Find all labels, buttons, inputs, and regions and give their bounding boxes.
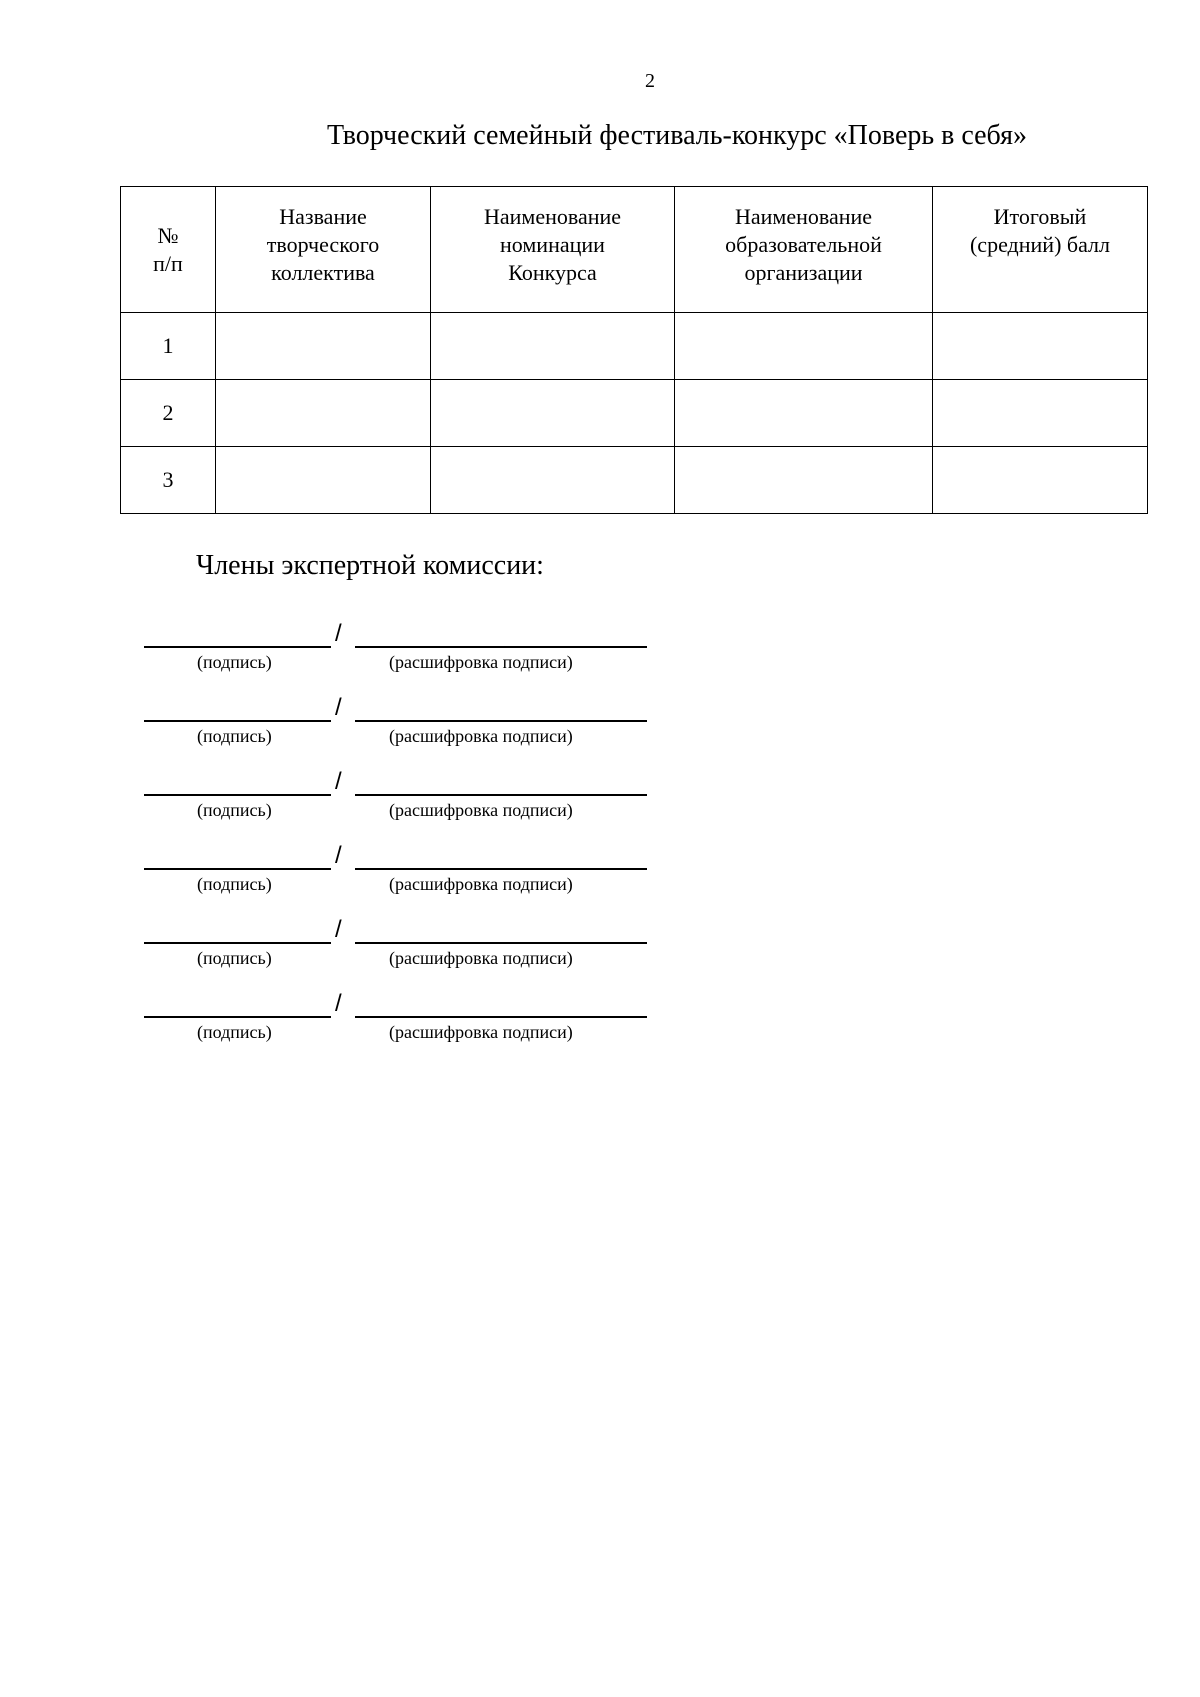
signature-line[interactable] [144,1016,331,1018]
slash-separator: / [335,990,342,1017]
table-cell [216,447,431,514]
signature-line[interactable] [144,942,331,944]
signature-block [0,916,700,976]
signature-decoding-line[interactable] [355,646,647,648]
signature-caption: (подпись) [197,1022,272,1042]
slash-separator: / [335,916,342,943]
signature-decoding-caption: (расшифровка подписи) [389,726,573,746]
signature-line[interactable] [144,646,331,648]
signature-decoding-caption: (расшифровка подписи) [389,800,573,820]
row-number-cell: 2 [121,380,216,447]
results-table [120,186,1148,514]
table-row [121,380,1148,447]
table-cell [675,447,933,514]
table-cell [675,380,933,447]
signature-decoding-caption: (расшифровка подписи) [389,1022,573,1042]
table-row [121,313,1148,380]
signature-line[interactable] [144,794,331,796]
signature-block [0,694,700,754]
signature-caption: (подпись) [197,948,272,968]
row-number-cell: 1 [121,313,216,380]
signature-block [0,842,700,902]
signature-line[interactable] [144,720,331,722]
signature-decoding-line[interactable] [355,720,647,722]
signature-decoding-caption: (расшифровка подписи) [389,948,573,968]
commission-heading: Члены экспертной комиссии: [196,550,544,581]
header-number: № п/п [121,187,216,313]
header-organization: Наименование образовательной организации [675,187,933,313]
slash-separator: / [335,694,342,721]
table-cell [216,380,431,447]
signature-decoding-caption: (расшифровка подписи) [389,652,573,672]
table-cell [933,447,1148,514]
slash-separator: / [335,842,342,869]
page-number: 2 [645,70,655,92]
signature-caption: (подпись) [197,874,272,894]
table-cell [933,380,1148,447]
table-body [121,313,1148,514]
signature-line[interactable] [144,868,331,870]
header-nomination: Наименование номинации Конкурса [431,187,675,313]
table-cell [675,313,933,380]
row-number-cell: 3 [121,447,216,514]
slash-separator: / [335,768,342,795]
slash-separator: / [335,620,342,647]
signature-decoding-line[interactable] [355,794,647,796]
signature-block [0,990,700,1050]
table-row [121,447,1148,514]
signature-decoding-caption: (расшифровка подписи) [389,874,573,894]
table-cell [431,447,675,514]
header-final-score: Итоговый (средний) балл [933,187,1148,313]
signature-decoding-line[interactable] [355,1016,647,1018]
signature-caption: (подпись) [197,800,272,820]
header-collective-name: Название творческого коллектива [216,187,431,313]
signature-block [0,620,700,680]
table-cell [431,380,675,447]
signature-decoding-line[interactable] [355,868,647,870]
document-title: Творческий семейный фестиваль-конкурс «Поверь в себя» [327,120,1027,151]
signature-decoding-line[interactable] [355,942,647,944]
table-cell [216,313,431,380]
signature-caption: (подпись) [197,726,272,746]
table-cell [933,313,1148,380]
signature-block [0,768,700,828]
signature-caption: (подпись) [197,652,272,672]
table-cell [431,313,675,380]
table-header-row [121,187,1148,313]
